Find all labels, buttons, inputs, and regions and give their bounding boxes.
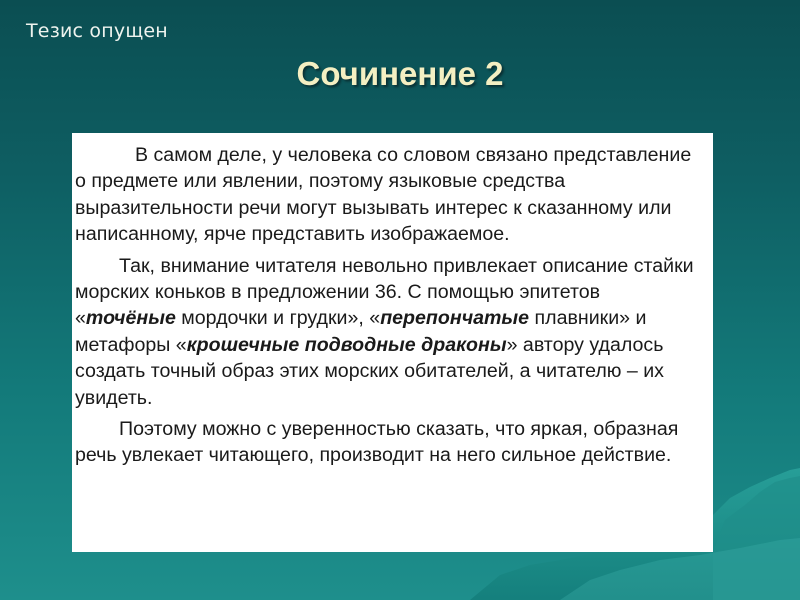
essay-paragraph-1: В самом деле, у человека со словом связано представление о предмете или явлении, поэтому языковые средства выразительности речи могут вызывать интерес к сказанному или написанному, ярче представить изображаемое.	[75, 144, 692, 246]
essay-paragraph-2	[75, 253, 701, 411]
metaphor-kroshechnye-drakony: крошечные подводные драконы	[186, 333, 507, 356]
epithet-tochenye: точёные	[85, 307, 176, 330]
paragraph-2-text-2: мордочки и грудки», «	[175, 307, 381, 330]
slide-title: Сочинение 2	[296, 55, 504, 92]
essay-paragraph-3: Поэтому можно с уверенностью сказать, что яркая, образная речь увлекает читающего, производит на него сильное действие.	[75, 418, 679, 467]
essay-text-box	[72, 133, 713, 552]
paragraph-2-text-4: » автору удалось создать точный образ этих морских обитателей, а читателю – их увидеть.	[75, 333, 664, 409]
slide-label: Тезис опущен	[26, 20, 168, 42]
paragraph-2-text-1: Так, внимание читателя невольно привлекает описание стайки морских коньков в предложении 36. С помощью эпитетов «	[75, 254, 694, 330]
epithet-pereponchatye: перепончатые	[380, 307, 530, 330]
paragraph-2-text-3: плавники» и метафоры «	[75, 307, 647, 356]
